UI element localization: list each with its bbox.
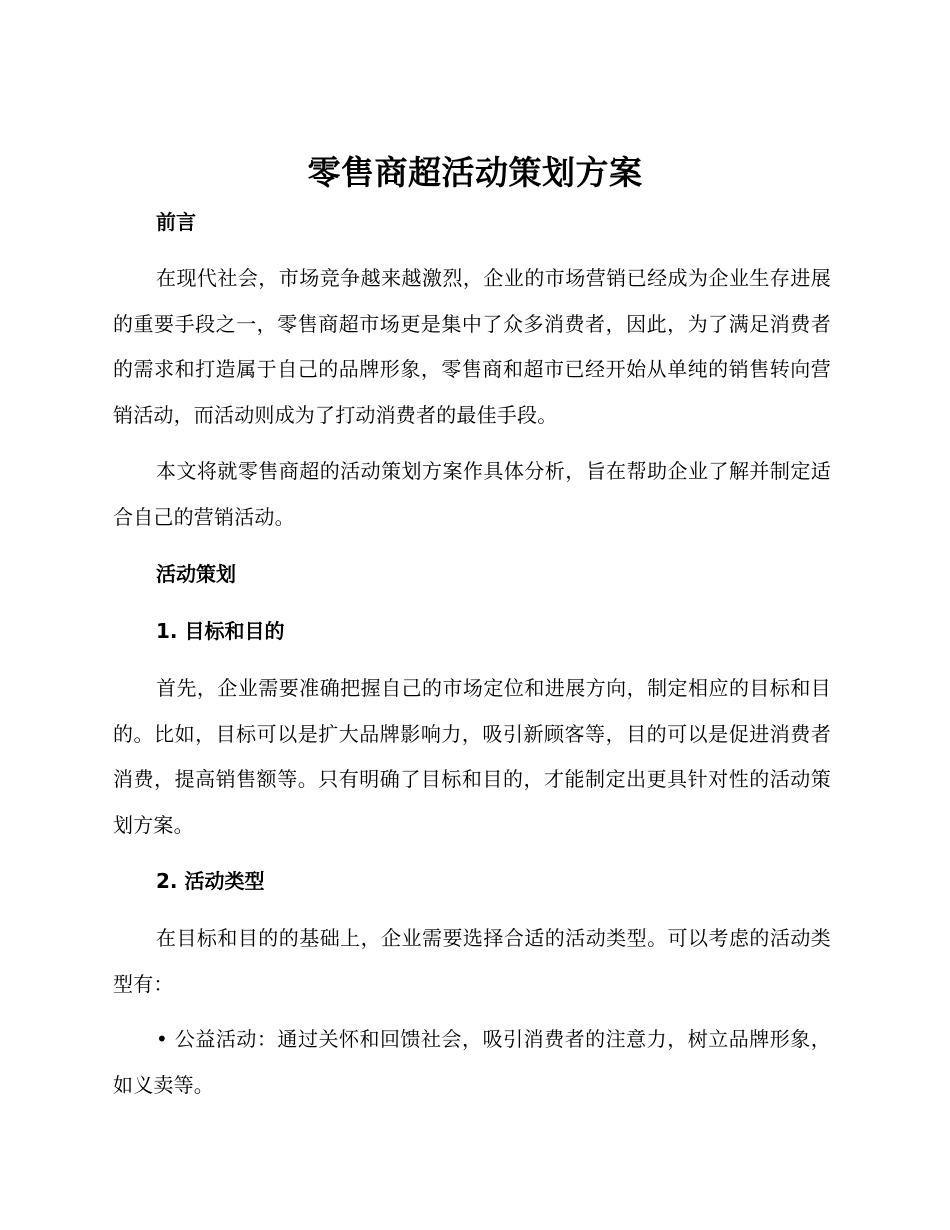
- list-item-charity: • 公益活动：通过关怀和回馈社会，吸引消费者的注意力，树立品牌形象，如义卖等。: [113, 1027, 831, 1097]
- section-heading-planning: 活动策划: [156, 562, 236, 586]
- paragraph-preface-2: 本文将就零售商超的活动策划方案作具体分析，旨在帮助企业了解并制定适合自己的营销活动。: [113, 459, 831, 529]
- paragraph-goals: 首先，企业需要准确把握自己的市场定位和进展方向，制定相应的目标和目的。比如，目标可以是扩大品牌影响力，吸引新顾客等，目的可以是促进消费者消费，提高销售额等。只有明确了目标和目的，才能制定出更具针对性的活动策划方案。: [113, 676, 831, 837]
- document-title: 零售商超活动策划方案: [307, 153, 643, 192]
- paragraph-types: 在目标和目的的基础上，企业需要选择合适的活动类型。可以考虑的活动类型有：: [113, 926, 831, 996]
- paragraph-preface-1: 在现代社会，市场竞争越来越激烈，企业的市场营销已经成为企业生存进展的重要手段之一，零售商超市场更是集中了众多消费者，因此，为了满足消费者的需求和打造属于自己的品牌形象，零售商和超市已经开始从单纯的销售转向营销活动，而活动则成为了打动消费者的最佳手段。: [113, 266, 831, 427]
- subsection-heading-goals: 1. 目标和目的: [156, 619, 285, 643]
- section-heading-preface: 前言: [156, 210, 196, 234]
- subsection-heading-types: 2. 活动类型: [156, 869, 265, 893]
